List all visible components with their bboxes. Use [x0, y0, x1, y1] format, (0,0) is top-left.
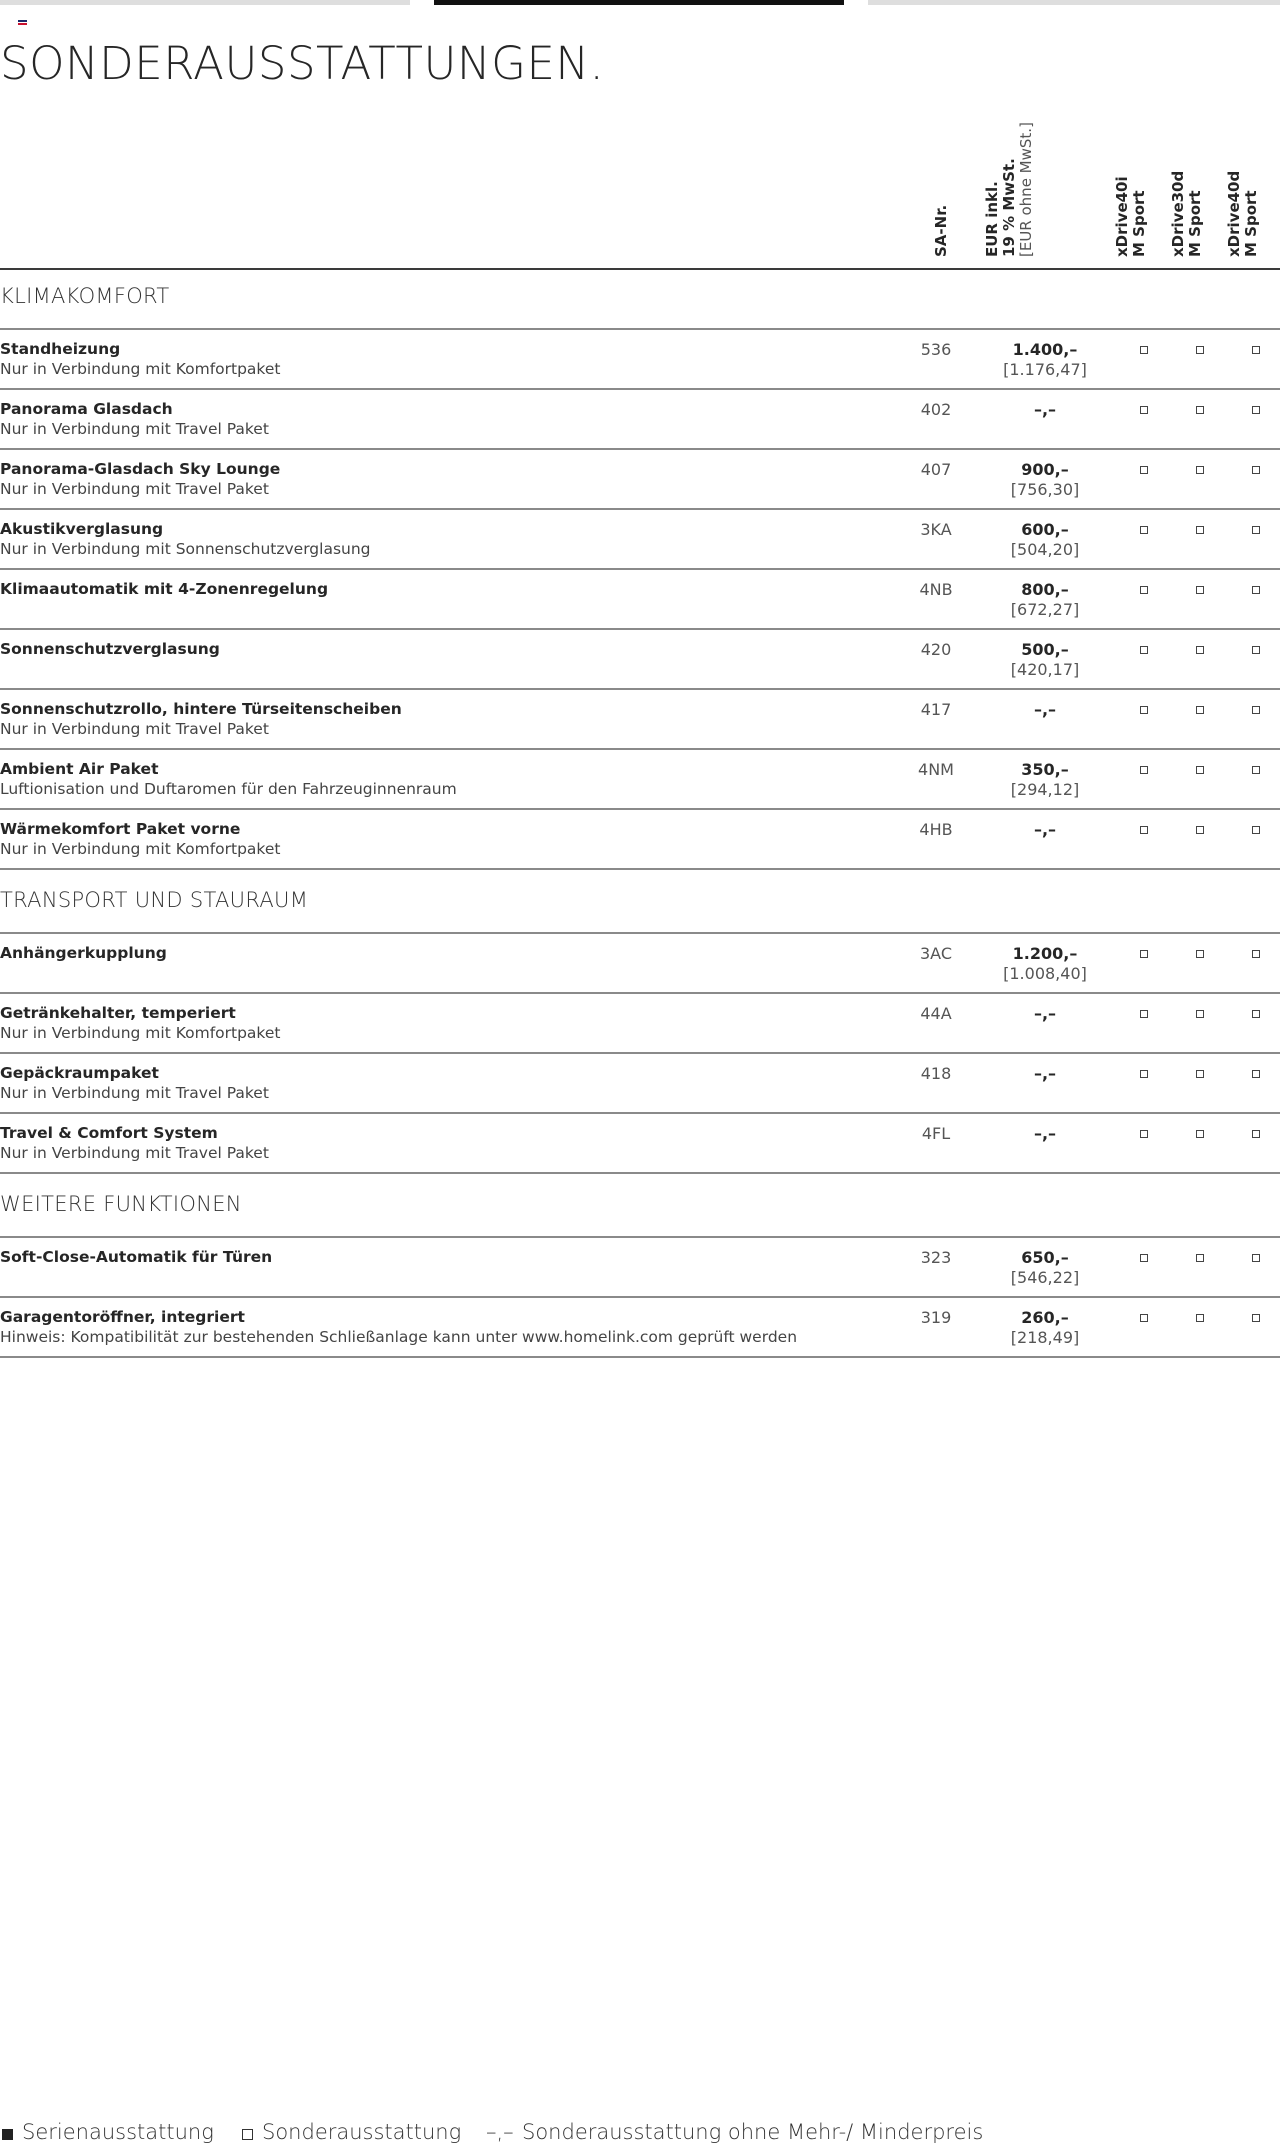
row-price: 800,– — [1021, 580, 1069, 599]
option-square-icon — [1252, 950, 1260, 958]
row-net-price: [546,22] — [1010, 1268, 1080, 1287]
row-note: Nur in Verbindung mit Travel Paket — [0, 480, 269, 498]
row-sa-nr: 418 — [920, 1064, 952, 1083]
row-title: Standheizung — [0, 340, 121, 358]
option-square-icon — [1196, 1010, 1204, 1018]
row-title: Sonnenschutzrollo, hintere Türseitenscheiben — [0, 700, 402, 718]
table-row-akustikverglasung — [0, 510, 1280, 568]
row-note: Nur in Verbindung mit Travel Paket — [0, 1084, 269, 1102]
option-square-icon — [1196, 406, 1204, 414]
option-square-icon — [1196, 586, 1204, 594]
row-sa-nr: 319 — [920, 1308, 952, 1327]
row-net-price: [672,27] — [1010, 600, 1080, 619]
column-header-price — [984, 122, 1035, 257]
option-square-icon — [1252, 406, 1260, 414]
row-note: Hinweis: Kompatibilität zur bestehenden Schließanlage kann unter www.homelink.com geprüft werden — [0, 1328, 798, 1346]
divider — [0, 868, 1280, 870]
option-square-icon — [1140, 1010, 1148, 1018]
row-title: Garagentoröffner, integriert — [0, 1308, 245, 1326]
column-header-model-1 — [1114, 176, 1148, 257]
option-square-icon — [1252, 706, 1260, 714]
row-net-price: [218,49] — [1010, 1328, 1080, 1347]
row-sa-nr: 420 — [920, 640, 952, 659]
table-row-travel-comfort — [0, 1114, 1280, 1172]
option-square-icon — [1252, 526, 1260, 534]
option-square-icon — [1252, 1254, 1260, 1262]
row-sa-nr: 4NM — [918, 760, 954, 779]
option-square-icon — [1196, 950, 1204, 958]
section-title: TRANSPORT UND STAURAUM — [0, 888, 309, 912]
row-title: Getränkehalter, temperiert — [0, 1004, 236, 1022]
option-square-icon — [1140, 1130, 1148, 1138]
option-square-icon — [1196, 826, 1204, 834]
option-square-icon — [1252, 466, 1260, 474]
row-price: –,– — [1033, 700, 1057, 719]
table-row-gepaeckraumpaket — [0, 1054, 1280, 1112]
option-square-icon — [1140, 526, 1148, 534]
row-title: Soft-Close-Automatik für Türen — [0, 1248, 273, 1266]
column-header-model-3 — [1226, 171, 1260, 257]
table-row-sonnenschutzrollo — [0, 690, 1280, 748]
row-note: Nur in Verbindung mit Travel Paket — [0, 1144, 269, 1162]
row-price: –,– — [1033, 1004, 1057, 1023]
row-price: –,– — [1033, 1064, 1057, 1083]
progress-segment-1[interactable] — [0, 0, 410, 5]
progress-segment-2-active[interactable] — [434, 0, 844, 5]
row-net-price: [1.008,40] — [1003, 964, 1087, 983]
column-header-sa-nr-label: SA-Nr. — [932, 204, 950, 257]
row-title: Klimaautomatik mit 4-Zonenregelung — [0, 580, 329, 598]
option-square-icon — [1196, 466, 1204, 474]
option-square-icon — [1140, 346, 1148, 354]
model-2-line1: xDrive30d — [1169, 170, 1187, 257]
table-row-ambient-air — [0, 750, 1280, 808]
option-square-icon — [1196, 1314, 1204, 1322]
section-title: KLIMAKOMFORT — [0, 284, 170, 308]
row-sa-nr: 402 — [920, 400, 952, 419]
option-square-icon — [1196, 1130, 1204, 1138]
table-row-standheizung — [0, 330, 1280, 388]
option-square-icon — [1252, 346, 1260, 354]
row-price: –,– — [1033, 1124, 1057, 1143]
row-price: 900,– — [1021, 460, 1069, 479]
row-note: Nur in Verbindung mit Sonnenschutzverglasung — [0, 540, 371, 558]
header-divider — [0, 268, 1280, 270]
legend-ohne-mehrpreis: Sonderausstattung ohne Mehr-/ Minderpreis — [522, 2120, 984, 2144]
row-title: Gepäckraumpaket — [0, 1064, 159, 1082]
row-note: Nur in Verbindung mit Komfortpaket — [0, 1024, 281, 1042]
option-square-icon — [1196, 766, 1204, 774]
option-square-icon — [1196, 526, 1204, 534]
row-net-price: [504,20] — [1010, 540, 1080, 559]
option-square-icon — [1196, 646, 1204, 654]
row-note: Nur in Verbindung mit Komfortpaket — [0, 360, 281, 378]
row-title: Panorama-Glasdach Sky Lounge — [0, 460, 281, 478]
row-sa-nr: 536 — [920, 340, 952, 359]
row-sa-nr: 323 — [920, 1248, 952, 1267]
row-sa-nr: 4NB — [919, 580, 953, 599]
option-square-icon — [1140, 466, 1148, 474]
option-square-icon — [1140, 1314, 1148, 1322]
divider — [0, 1172, 1280, 1174]
page-progress-bars — [0, 0, 1280, 6]
legend-dash-symbol: –,– — [486, 2120, 514, 2144]
option-square-icon — [1140, 646, 1148, 654]
table-row-getraenkehalter — [0, 994, 1280, 1052]
model-3-line1: xDrive40d — [1225, 170, 1243, 257]
section-title: WEITERE FUNKTIONEN — [0, 1192, 242, 1216]
option-square-icon — [1252, 1010, 1260, 1018]
option-square-icon — [1140, 826, 1148, 834]
table-row-sonnenschutzverglasung — [0, 630, 1280, 688]
row-price: 500,– — [1021, 640, 1069, 659]
row-title: Travel & Comfort System — [0, 1124, 218, 1142]
column-header-price-line2: 19 % MwSt. — [1000, 158, 1018, 257]
row-sa-nr: 4FL — [921, 1124, 951, 1143]
row-net-price: [420,17] — [1010, 660, 1080, 679]
row-sa-nr: 407 — [920, 460, 952, 479]
option-square-icon — [1196, 1070, 1204, 1078]
table-row-waermekomfort — [0, 810, 1280, 868]
option-square-icon — [1252, 766, 1260, 774]
row-title: Anhängerkupplung — [0, 944, 167, 962]
row-sa-nr: 3AC — [919, 944, 952, 963]
legend-serienausstattung: Serienausstattung — [22, 2120, 214, 2144]
row-net-price: [294,12] — [1010, 780, 1080, 799]
model-1-line1: xDrive40i — [1113, 176, 1131, 257]
option-square-icon — [1140, 1254, 1148, 1262]
row-price: –,– — [1033, 820, 1057, 839]
table-row-anhaengerkupplung — [0, 934, 1280, 992]
row-title: Ambient Air Paket — [0, 760, 159, 778]
option-square-icon — [1196, 706, 1204, 714]
progress-segment-3[interactable] — [868, 0, 1280, 5]
table-row-sky-lounge — [0, 450, 1280, 508]
row-title: Wärmekomfort Paket vorne — [0, 820, 241, 838]
row-note: Nur in Verbindung mit Travel Paket — [0, 720, 269, 738]
option-square-icon — [1140, 1070, 1148, 1078]
empty-square-icon — [242, 2129, 253, 2140]
row-net-price: [756,30] — [1010, 480, 1080, 499]
model-1-line2: M Sport — [1130, 190, 1148, 257]
table-row-panorama-glasdach — [0, 390, 1280, 448]
option-square-icon — [1140, 950, 1148, 958]
row-note: Nur in Verbindung mit Komfortpaket — [0, 840, 281, 858]
option-square-icon — [1140, 766, 1148, 774]
option-square-icon — [1252, 826, 1260, 834]
option-square-icon — [1140, 706, 1148, 714]
option-square-icon — [1196, 346, 1204, 354]
row-sa-nr: 4HB — [919, 820, 953, 839]
row-sa-nr: 44A — [920, 1004, 952, 1023]
column-header-sa-nr — [933, 205, 950, 257]
row-sa-nr: 3KA — [920, 520, 952, 539]
option-square-icon — [1252, 586, 1260, 594]
row-note: Luftionisation und Duftaromen für den Fahrzeuginnenraum — [0, 780, 457, 798]
table-row-klimaautomatik — [0, 570, 1280, 628]
option-square-icon — [1252, 1130, 1260, 1138]
model-2-line2: M Sport — [1186, 190, 1204, 257]
row-price: 650,– — [1021, 1248, 1069, 1267]
row-title: Sonnenschutzverglasung — [0, 640, 220, 658]
row-price: 1.400,– — [1012, 340, 1078, 359]
option-square-icon — [1140, 406, 1148, 414]
table-row-garagentoroeffner — [0, 1298, 1280, 1356]
row-price: 350,– — [1021, 760, 1069, 779]
row-sa-nr: 417 — [920, 700, 952, 719]
divider — [0, 1356, 1280, 1358]
row-price: –,– — [1033, 400, 1057, 419]
row-net-price: [1.176,47] — [1003, 360, 1087, 379]
row-price: 600,– — [1021, 520, 1069, 539]
option-square-icon — [1140, 586, 1148, 594]
option-square-icon — [1252, 1070, 1260, 1078]
option-square-icon — [1252, 646, 1260, 654]
row-title: Akustikverglasung — [0, 520, 164, 538]
model-3-line2: M Sport — [1242, 190, 1260, 257]
row-price: 260,– — [1021, 1308, 1069, 1327]
option-square-icon — [1252, 1314, 1260, 1322]
filled-square-icon — [2, 2129, 13, 2140]
page-title: SONDERAUSSTATTUNGEN. — [0, 37, 605, 90]
column-header-price-line3: [EUR ohne MwSt.] — [1017, 122, 1035, 257]
flag-icon — [18, 20, 27, 28]
row-title: Panorama Glasdach — [0, 400, 173, 418]
legend-sonderausstattung: Sonderausstattung — [262, 2120, 462, 2144]
row-note: Nur in Verbindung mit Travel Paket — [0, 420, 269, 438]
column-header-model-2 — [1170, 171, 1204, 257]
table-row-soft-close — [0, 1238, 1280, 1296]
row-price: 1.200,– — [1012, 944, 1078, 963]
column-header-price-line1: EUR inkl. — [983, 181, 1001, 257]
option-square-icon — [1196, 1254, 1204, 1262]
